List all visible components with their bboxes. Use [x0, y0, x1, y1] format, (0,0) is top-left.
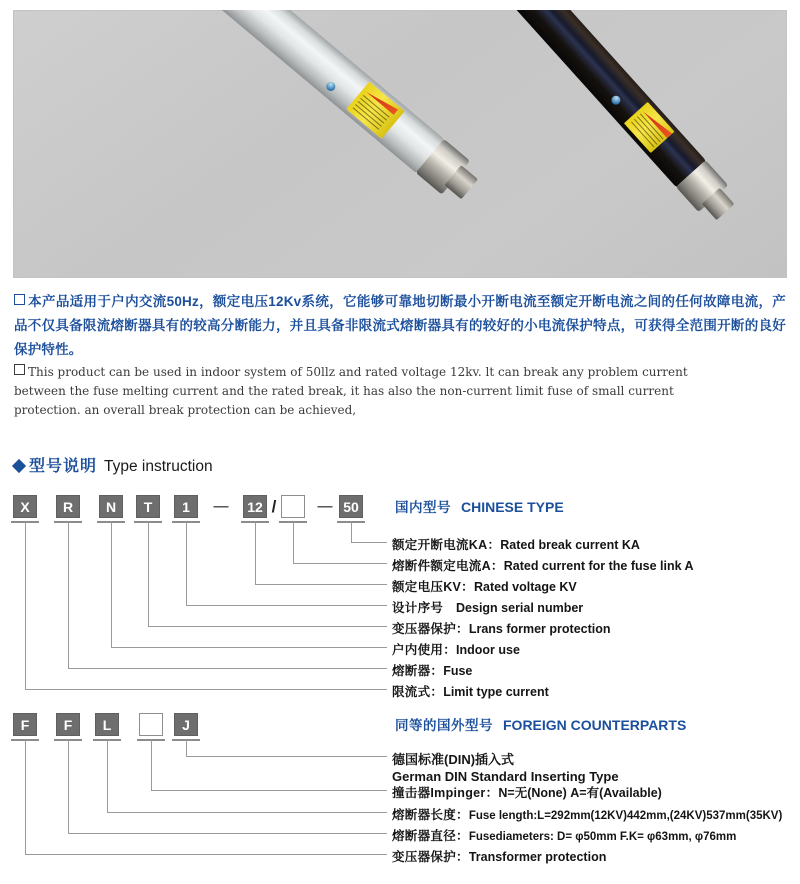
- chinese-label-4: [392, 619, 611, 637]
- foreign-label-2-cn: 熔断器长度：: [392, 808, 469, 822]
- intro-paragraph-chinese: [14, 290, 786, 362]
- dash-separator-1: —: [213, 498, 229, 515]
- square-bullet-icon: [14, 294, 25, 305]
- intro-chinese-text: 本产品适用于户内交流50Hz，额定电压12Kv系统，它能够可靠地切断最小开断电流至额定开断电流之间的任何故障电流，产品不仅具备限流熔断器具有的较高分断能力，并且具备非限流式熔断器具有的较好的小电流保护特点，可获得全范围开断的良好保护特性。: [14, 294, 786, 357]
- chinese-label-5: [392, 640, 520, 658]
- foreign-label-3-cn: 熔断器直径：: [392, 829, 469, 843]
- foreign-label-1-en: N=无(None) A=有(Available): [498, 786, 662, 800]
- fuse-body: [189, 10, 447, 175]
- leader-hline-r: [68, 668, 387, 669]
- code-box-current-blank[interactable]: [281, 495, 305, 518]
- leader-vline-x: [25, 522, 26, 690]
- product-photo-panel: [13, 10, 787, 278]
- group-title-chinese-cn: 国内型号: [395, 500, 451, 515]
- fuse-image-dark: [478, 10, 708, 190]
- chinese-label-0-en: Rated break current KA: [500, 538, 640, 552]
- leader-hline-n: [111, 647, 387, 648]
- foreign-code-box-f1[interactable]: F: [13, 713, 37, 736]
- chinese-label-3: [392, 598, 583, 616]
- group-title-chinese-en: CHINESE TYPE: [461, 499, 564, 515]
- leader-hline-blank: [293, 563, 387, 564]
- chinese-label-1-en: Rated current for the fuse link A: [503, 559, 694, 573]
- chinese-label-0-cn: 额定开断电流KA：: [392, 538, 501, 552]
- code-box-t[interactable]: T: [136, 495, 160, 518]
- chinese-label-0: [392, 535, 640, 553]
- leader-vline-t: [148, 522, 149, 627]
- fuse-image-white: [189, 10, 447, 175]
- foreign-label-4-en: Transformer protection: [468, 850, 607, 864]
- group-title-foreign-counterparts: [395, 714, 686, 735]
- foreign-leader-vline-blank: [151, 740, 152, 791]
- foreign-label-2-en: Fuse length:L=292mm(12KV)442mm,(24KV)537mm(35KV): [468, 810, 783, 822]
- slash-separator: /: [271, 496, 277, 516]
- chinese-label-5-cn: 户内使用：: [392, 643, 457, 657]
- leader-hline-1: [186, 605, 387, 606]
- foreign-label-1: [392, 783, 662, 801]
- code-box-1[interactable]: 1: [174, 495, 198, 518]
- leader-vline-1: [186, 522, 187, 606]
- section-title-en: Type instruction: [104, 458, 213, 475]
- chinese-label-3-en: Design serial number: [456, 601, 584, 615]
- foreign-leader-vline-f1: [25, 740, 26, 855]
- foreign-label-1-cn: 撞击器Impinger：: [392, 786, 499, 800]
- foreign-label-3: [392, 826, 736, 844]
- foreign-code-box-l[interactable]: L: [95, 713, 119, 736]
- intro-english-text-1: This product can be used in indoor system of 50llz and rated voltage 12kv. lt can break any problem current: [28, 365, 688, 379]
- foreign-leader-hline-l: [107, 812, 387, 813]
- foreign-leader-vline-l: [107, 740, 108, 813]
- intro-english-line-2: between the fuse melting current and the rated break, it has also the non-current limit fuse of small current: [14, 384, 674, 398]
- diamond-bullet-icon: [12, 459, 26, 473]
- code-box-12[interactable]: 12: [243, 495, 267, 518]
- foreign-leader-hline-blank: [151, 790, 387, 791]
- chinese-label-6: [392, 661, 472, 679]
- foreign-label-4: [392, 847, 606, 865]
- foreign-leader-vline-f2: [68, 740, 69, 834]
- leader-vline-r: [68, 522, 69, 669]
- group-title-foreign-cn: 同等的国外型号: [395, 718, 493, 733]
- code-box-x[interactable]: X: [13, 495, 37, 518]
- leader-vline-n: [111, 522, 112, 648]
- leader-hline-t: [148, 626, 387, 627]
- chinese-label-2: [392, 577, 577, 595]
- foreign-label-4-cn: 变压器保护：: [392, 850, 469, 864]
- foreign-leader-hline-j: [186, 756, 387, 757]
- chinese-label-4-cn: 变压器保护：: [392, 622, 469, 636]
- chinese-label-1: [392, 556, 694, 574]
- leader-vline-50: [351, 522, 352, 543]
- foreign-code-box-j[interactable]: J: [174, 713, 198, 736]
- intro-english-line-1: [14, 363, 786, 382]
- chinese-label-5-en: Indoor use: [456, 643, 520, 657]
- foreign-leader-hline-f2: [68, 833, 387, 834]
- foreign-label-3-en: Fusediameters: D= φ50mm F.K= φ63mm, φ76mm: [468, 831, 737, 843]
- foreign-leader-hline-f1: [25, 854, 387, 855]
- section-title-type-instruction: [14, 453, 213, 476]
- leader-hline-50: [351, 542, 387, 543]
- leader-vline-blank: [293, 522, 294, 564]
- intro-paragraph-english: [14, 363, 786, 420]
- code-box-n[interactable]: N: [99, 495, 123, 518]
- chinese-label-6-cn: 熔断器：: [392, 664, 444, 678]
- chinese-label-6-en: Fuse: [443, 664, 473, 678]
- section-title-cn: 型号说明: [29, 458, 98, 475]
- leader-hline-12: [255, 584, 387, 585]
- chinese-label-7-cn: 限流式：: [392, 685, 444, 699]
- code-box-r[interactable]: R: [56, 495, 80, 518]
- chinese-label-1-cn: 熔断件额定电流A：: [392, 559, 504, 573]
- code-box-50[interactable]: 50: [339, 495, 363, 518]
- foreign-code-box-f2[interactable]: F: [56, 713, 80, 736]
- chinese-label-4-en: Lrans former protection: [468, 622, 611, 636]
- foreign-label-2: [392, 805, 782, 823]
- square-bullet-icon: [14, 364, 25, 375]
- foreign-label-0-cn: 德国标准(DIN)插入式: [392, 752, 515, 767]
- foreign-code-box-blank[interactable]: [139, 713, 163, 736]
- fuse-body: [478, 10, 708, 190]
- leader-vline-12: [255, 522, 256, 585]
- group-title-chinese-type: [395, 496, 564, 517]
- group-title-foreign-en: FOREIGN COUNTERPARTS: [503, 717, 687, 733]
- dash-separator-2: —: [317, 498, 333, 515]
- chinese-label-2-cn: 额定电压KV：: [392, 580, 474, 594]
- chinese-label-2-en: Rated voltage KV: [473, 580, 577, 594]
- leader-hline-x: [25, 689, 387, 690]
- chinese-label-3-cn: 设计序号: [392, 601, 457, 615]
- foreign-label-0-en: German DIN Standard Inserting Type: [392, 769, 619, 784]
- intro-english-line-3: protection. an overall break protection can be achieved,: [14, 403, 357, 417]
- chinese-label-7: [392, 682, 549, 700]
- foreign-leader-vline-j: [186, 740, 187, 757]
- chinese-label-7-en: Limit type current: [443, 685, 549, 699]
